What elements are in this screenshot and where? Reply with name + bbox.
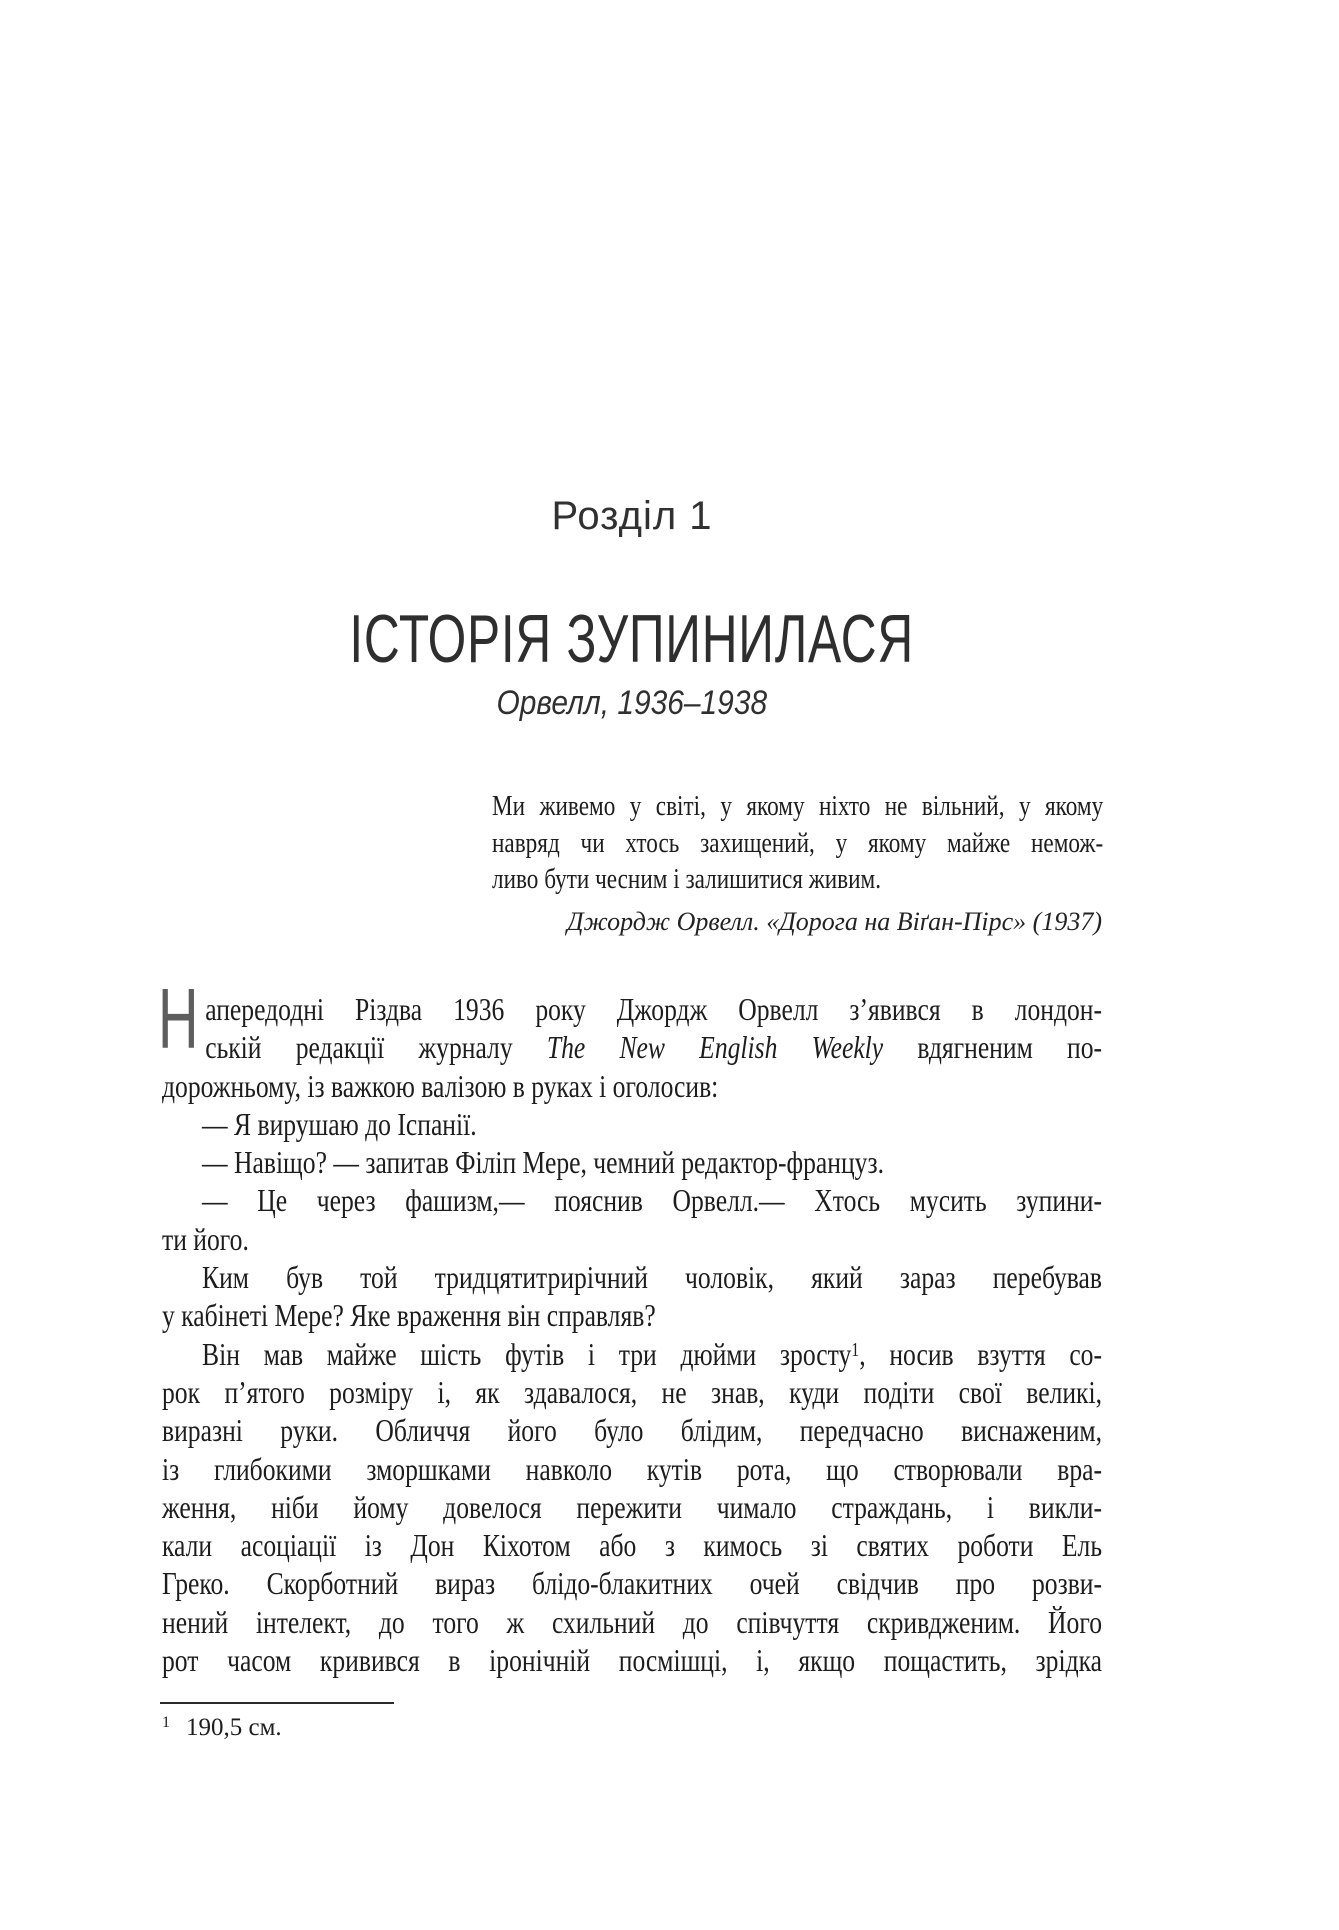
text-line [162, 1335, 1102, 1373]
text-segment: рок п’ятого розміру і, як здавалося, не знав, куди подіти свої великі, [162, 1373, 1102, 1410]
chapter-label: Розділ 1 [551, 494, 713, 538]
footnote-text: 190,5 см. [186, 1714, 282, 1741]
text-segment: 1 [851, 1338, 860, 1361]
text-line [162, 1603, 1102, 1641]
text-segment: Ким був той тридцятитрирічний чоловік, який зараз перебував [202, 1259, 1102, 1296]
text-line [162, 1181, 1102, 1219]
footnote-rule [160, 1702, 394, 1704]
text-line [162, 1488, 1102, 1526]
epigraph [492, 788, 1104, 898]
text-segment: , носив взуття со- [859, 1335, 1102, 1372]
text-line [162, 1526, 1102, 1564]
chapter-title-text: ІСТОРІЯ ЗУПИНИЛАСЯ [349, 601, 915, 677]
text-line [162, 1105, 1102, 1143]
text-segment: виразні руки. Обличчя його було блідим, передчасно виснаженим, [162, 1412, 1102, 1449]
epigraph-line: навряд чи хтось захищений, у якому майже немож- [492, 826, 1104, 859]
text-segment: кали асоціації із Дон Кіхотом або з кимось зі святих роботи Ель [162, 1527, 1102, 1564]
text-segment: вдягненим по- [883, 1029, 1103, 1066]
epigraph-line: Ми живемо у світі, у якому ніхто не вільний, у якому [492, 790, 1104, 822]
text-segment: The New English Weekly [546, 1029, 884, 1066]
epigraph-line: ливо бути чесним і залишитися живим. [492, 863, 882, 895]
text-segment: у кабінеті Мере? Яке враження він справляв? [162, 1297, 656, 1334]
text-line [162, 1067, 1102, 1105]
text-segment: — Я вирушаю до Іспанії. [202, 1105, 477, 1142]
body-text [158, 972, 1103, 1679]
footnote [162, 1706, 282, 1745]
text-line [162, 1411, 1102, 1449]
text-segment: Він мав майже шість футів і три дюйми зросту [202, 1335, 852, 1372]
text-line [162, 1641, 1102, 1679]
text-segment: — Це через фашизм,— пояснив Орвелл.— Хтось мусить зупини- [202, 1182, 1102, 1219]
text-segment: ження, ніби йому довелося пережити чимало страждань, і викли- [162, 1488, 1102, 1525]
text-line [162, 1258, 1102, 1296]
text-line [162, 1564, 1102, 1602]
text-segment: із глибокими зморшками навколо кутів рота, що створювали вра- [162, 1450, 1102, 1487]
epigraph-attribution: Джордж Орвелл. «Дорога на Віґан-Пірс» (1937) [567, 907, 1102, 936]
text-line [162, 1143, 1102, 1181]
drop-cap-letter: Н [158, 972, 199, 1067]
text-line [162, 1373, 1102, 1411]
text-segment: — Навіщо? — запитав Філіп Мере, чемний редактор-француз. [202, 1144, 884, 1181]
chapter-title [162, 601, 1102, 677]
text-segment: рот часом кривився в іронічній посмішці, і, якщо пощастить, зрідка [162, 1642, 1102, 1679]
text-segment: ській редакції журналу [205, 1029, 547, 1066]
text-line [162, 1450, 1102, 1488]
text-segment: нений інтелект, до того ж схильний до співчуття скривдженим. Його [162, 1603, 1102, 1640]
text-line [162, 1028, 1102, 1066]
text-segment: ти його. [162, 1220, 249, 1257]
text-segment: Греко. Скорботний вираз блідо-блакитних очей свідчив про розви- [162, 1565, 1102, 1602]
footnote-marker: 1 [162, 1714, 170, 1731]
text-segment: апередодні Різдва 1936 року Джордж Орвелл з’явився в лондон- [205, 991, 1102, 1027]
text-line [162, 1296, 1102, 1334]
text-segment: дорожньому, із важкою валізою в руках і оголосив: [162, 1067, 719, 1104]
chapter-subtitle-text: Орвелл, 1936–1938 [496, 684, 768, 722]
text-line [162, 990, 1102, 1028]
chapter-subtitle [162, 686, 1102, 720]
text-line [162, 1220, 1102, 1258]
